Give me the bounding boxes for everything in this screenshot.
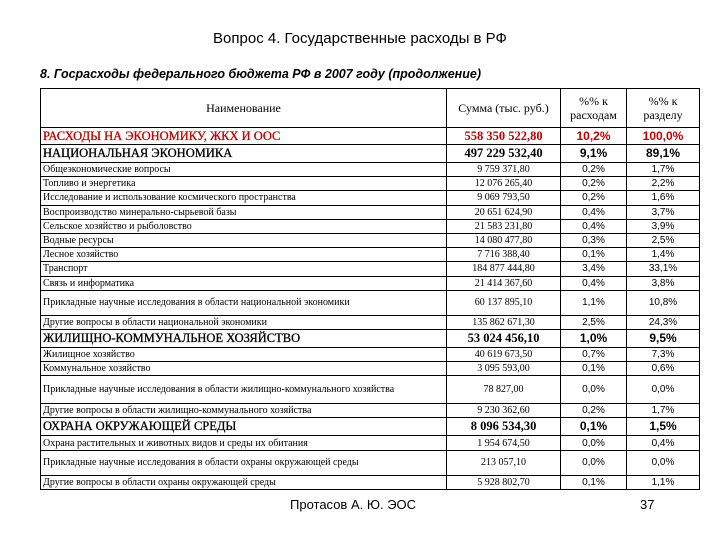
table-row bbox=[41, 219, 700, 233]
header-name: Наименование bbox=[41, 89, 447, 128]
row-pct-section: 33,1% bbox=[627, 262, 700, 276]
row-sum: 21 414 367,60 bbox=[447, 276, 561, 290]
row-pct-section: 3,9% bbox=[627, 219, 700, 233]
table-row bbox=[41, 290, 700, 315]
row-name: Коммунальное хозяйство bbox=[41, 362, 447, 376]
row-name: НАЦИОНАЛЬНАЯ ЭКОНОМИКА bbox=[41, 145, 447, 163]
slide-title: Вопрос 4. Государственные расходы в РФ bbox=[213, 30, 507, 47]
row-sum: 40 619 673,50 bbox=[447, 347, 561, 361]
row-pct-total: 2,5% bbox=[561, 315, 627, 329]
row-pct-total: 0,2% bbox=[561, 177, 627, 191]
row-name: Воспроизводство минерально-сырьевой базы bbox=[41, 205, 447, 219]
row-name: Водные ресурсы bbox=[41, 233, 447, 247]
row-name: Другие вопросы в области жилищно-коммунального хозяйства bbox=[41, 404, 447, 418]
table-row bbox=[41, 191, 700, 205]
table-row bbox=[41, 347, 700, 361]
row-sum: 184 877 444,80 bbox=[447, 262, 561, 276]
row-pct-total: 0,1% bbox=[561, 248, 627, 262]
row-pct-section: 0,6% bbox=[627, 362, 700, 376]
row-pct-total: 0,2% bbox=[561, 191, 627, 205]
table-row bbox=[41, 145, 700, 163]
table-row bbox=[41, 404, 700, 418]
row-sum: 9 230 362,60 bbox=[447, 404, 561, 418]
row-pct-total: 9,1% bbox=[561, 145, 627, 163]
row-pct-total: 0,0% bbox=[561, 450, 627, 475]
table-row bbox=[41, 233, 700, 247]
row-pct-section: 1,7% bbox=[627, 163, 700, 177]
row-pct-section: 0,4% bbox=[627, 436, 700, 450]
row-name: Сельское хозяйство и рыболовство bbox=[41, 219, 447, 233]
footer-author: Протасов А. Ю. ЭОС bbox=[290, 497, 417, 512]
row-pct-section: 10,8% bbox=[627, 290, 700, 315]
row-pct-section: 2,5% bbox=[627, 233, 700, 247]
header-pct-section: %% к разделу bbox=[627, 89, 700, 128]
row-sum: 8 096 534,30 bbox=[447, 418, 561, 436]
table-row bbox=[41, 329, 700, 347]
row-pct-section: 9,5% bbox=[627, 329, 700, 347]
row-name: Прикладные научные исследования в области национальной экономики bbox=[41, 290, 447, 315]
row-pct-total: 0,1% bbox=[561, 418, 627, 436]
table-row bbox=[41, 205, 700, 219]
table-row bbox=[41, 418, 700, 436]
row-pct-total: 10,2% bbox=[561, 128, 627, 145]
table-row bbox=[41, 177, 700, 191]
expenditure-table bbox=[40, 88, 700, 490]
row-sum: 213 057,10 bbox=[447, 450, 561, 475]
row-sum: 21 583 231,80 bbox=[447, 219, 561, 233]
row-pct-section: 2,2% bbox=[627, 177, 700, 191]
row-pct-total: 0,0% bbox=[561, 376, 627, 404]
table-row bbox=[41, 163, 700, 177]
row-sum: 7 716 388,40 bbox=[447, 248, 561, 262]
row-pct-total: 0,1% bbox=[561, 475, 627, 489]
row-name: Другие вопросы в области охраны окружающей среды bbox=[41, 475, 447, 489]
row-name: Транспорт bbox=[41, 262, 447, 276]
table-row bbox=[41, 475, 700, 489]
row-pct-section: 1,6% bbox=[627, 191, 700, 205]
row-pct-total: 3,4% bbox=[561, 262, 627, 276]
row-sum: 3 095 593,00 bbox=[447, 362, 561, 376]
row-sum: 78 827,00 bbox=[447, 376, 561, 404]
row-pct-section: 100,0% bbox=[627, 128, 700, 145]
table-header-row bbox=[41, 89, 700, 128]
row-name: Общеэкономические вопросы bbox=[41, 163, 447, 177]
row-sum: 1 954 674,50 bbox=[447, 436, 561, 450]
row-pct-total: 0,4% bbox=[561, 205, 627, 219]
row-pct-section: 24,3% bbox=[627, 315, 700, 329]
row-pct-section: 0,0% bbox=[627, 376, 700, 404]
row-pct-total: 0,4% bbox=[561, 276, 627, 290]
row-name: Исследование и использование космического пространства bbox=[41, 191, 447, 205]
table-row bbox=[41, 450, 700, 475]
row-sum: 558 350 522,80 bbox=[447, 128, 561, 145]
row-pct-section: 1,5% bbox=[627, 418, 700, 436]
row-pct-section: 7,3% bbox=[627, 347, 700, 361]
row-name: Топливо и энергетика bbox=[41, 177, 447, 191]
row-sum: 60 137 895,10 bbox=[447, 290, 561, 315]
row-sum: 135 862 671,30 bbox=[447, 315, 561, 329]
row-pct-section: 1,1% bbox=[627, 475, 700, 489]
table-row bbox=[41, 362, 700, 376]
row-pct-section: 1,4% bbox=[627, 248, 700, 262]
row-sum: 14 080 477,80 bbox=[447, 233, 561, 247]
row-pct-total: 0,3% bbox=[561, 233, 627, 247]
row-pct-section: 1,7% bbox=[627, 404, 700, 418]
row-pct-section: 89,1% bbox=[627, 145, 700, 163]
row-pct-total: 0,4% bbox=[561, 219, 627, 233]
header-sum: Сумма (тыс. руб.) bbox=[447, 89, 561, 128]
row-sum: 9 069 793,50 bbox=[447, 191, 561, 205]
row-pct-total: 0,0% bbox=[561, 436, 627, 450]
row-sum: 12 076 265,40 bbox=[447, 177, 561, 191]
row-pct-total: 0,2% bbox=[561, 404, 627, 418]
table-row bbox=[41, 128, 700, 145]
table-row bbox=[41, 436, 700, 450]
row-pct-section: 3,7% bbox=[627, 205, 700, 219]
row-name: ОХРАНА ОКРУЖАЮЩЕЙ СРЕДЫ bbox=[41, 418, 447, 436]
row-pct-total: 1,0% bbox=[561, 329, 627, 347]
row-name: Жилищное хозяйство bbox=[41, 347, 447, 361]
row-pct-section: 3,8% bbox=[627, 276, 700, 290]
table-row bbox=[41, 276, 700, 290]
row-name: Связь и информатика bbox=[41, 276, 447, 290]
table-row bbox=[41, 262, 700, 276]
row-pct-total: 0,1% bbox=[561, 362, 627, 376]
row-sum: 9 759 371,80 bbox=[447, 163, 561, 177]
row-pct-total: 0,2% bbox=[561, 163, 627, 177]
page-number: 37 bbox=[640, 497, 655, 512]
row-sum: 20 651 624,90 bbox=[447, 205, 561, 219]
row-sum: 53 024 456,10 bbox=[447, 329, 561, 347]
row-name: ЖИЛИЩНО-КОММУНАЛЬНОЕ ХОЗЯЙСТВО bbox=[41, 329, 447, 347]
table-row bbox=[41, 315, 700, 329]
slide-subtitle: 8. Госрасходы федерального бюджета РФ в 2007 году (продолжение) bbox=[40, 67, 481, 81]
row-pct-section: 0,0% bbox=[627, 450, 700, 475]
row-name: Прикладные научные исследования в области жилищно-коммунального хозяйства bbox=[41, 376, 447, 404]
row-sum: 497 229 532,40 bbox=[447, 145, 561, 163]
row-name: Лесное хозяйство bbox=[41, 248, 447, 262]
row-name: Другие вопросы в области национальной экономики bbox=[41, 315, 447, 329]
row-pct-total: 1,1% bbox=[561, 290, 627, 315]
row-name: Прикладные научные исследования в области охраны окружающей среды bbox=[41, 450, 447, 475]
row-sum: 5 928 802,70 bbox=[447, 475, 561, 489]
table-row bbox=[41, 376, 700, 404]
table-row bbox=[41, 248, 700, 262]
row-pct-total: 0,7% bbox=[561, 347, 627, 361]
row-name: Охрана растительных и животных видов и среды их обитания bbox=[41, 436, 447, 450]
header-pct-total: %% к расходам bbox=[561, 89, 627, 128]
row-name: РАСХОДЫ НА ЭКОНОМИКУ, ЖКХ И ООС bbox=[41, 128, 447, 145]
